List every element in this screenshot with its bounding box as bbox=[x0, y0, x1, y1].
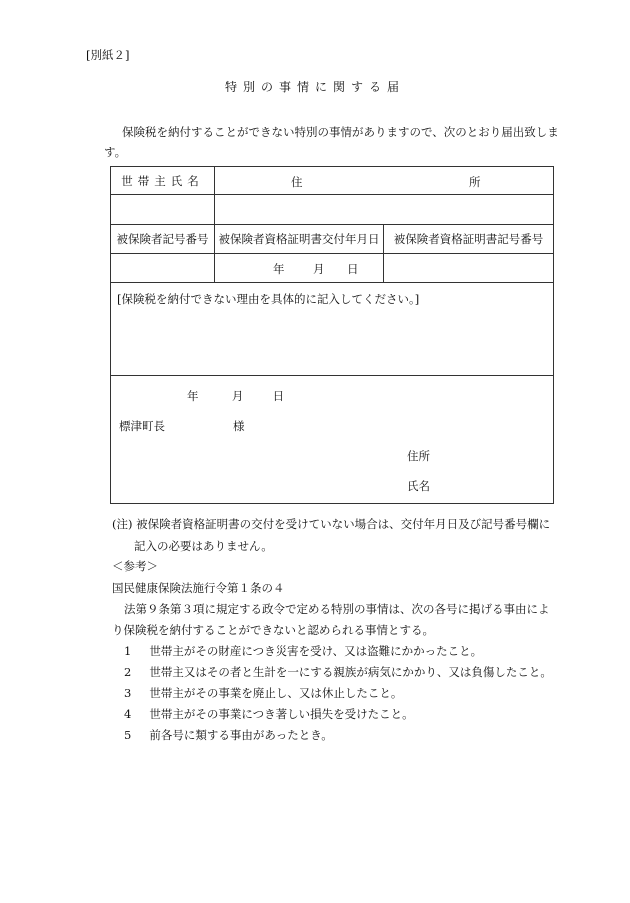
list-item-number: 1 bbox=[124, 644, 132, 658]
submission-date[interactable] bbox=[187, 388, 284, 404]
submission-year: 年 bbox=[187, 389, 199, 403]
list-item-text: 前各号に類する事由があったとき。 bbox=[149, 728, 333, 742]
signature-section bbox=[111, 376, 554, 504]
header-household-name bbox=[111, 167, 215, 195]
notification-form-table bbox=[110, 166, 554, 504]
reference-heading: ＜参考＞ bbox=[112, 559, 158, 573]
list-item bbox=[124, 664, 552, 680]
submission-month: 月 bbox=[231, 389, 244, 403]
applicant-name-label: 氏名 bbox=[407, 479, 430, 493]
cert-number-field[interactable] bbox=[384, 254, 554, 283]
intro-line-1: 保険税を納付することができない特別の事情がありますので、次のとおり届出致しま bbox=[122, 125, 559, 139]
issue-date-field[interactable] bbox=[215, 254, 384, 283]
list-item-text: 世帯主がその事業につき著しい損失を受けたこと。 bbox=[149, 707, 414, 721]
header-household-name-label: 世帯主氏名 bbox=[121, 173, 204, 188]
list-item-number: 5 bbox=[124, 728, 132, 742]
header-insured-number: 被保険者記号番号 bbox=[111, 225, 215, 254]
addressee-mayor: 標津町長 bbox=[119, 419, 165, 433]
addressee-honorific: 様 bbox=[233, 419, 245, 433]
header-issue-date: 被保険者資格証明書交付年月日 bbox=[215, 225, 384, 254]
list-item bbox=[124, 685, 402, 701]
list-item-text: 世帯主がその財産につき災害を受け、又は盗難にかかったこと。 bbox=[149, 644, 483, 658]
list-item-number: 2 bbox=[124, 665, 132, 679]
list-item bbox=[124, 706, 414, 722]
header-address-char-1: 住 bbox=[291, 175, 303, 189]
header-address-char-2: 所 bbox=[469, 175, 481, 189]
list-item-text: 世帯主がその事業を廃止し、又は休止したこと。 bbox=[149, 686, 403, 700]
attachment-label: [別紙２] bbox=[86, 48, 130, 62]
reason-prompt: [保険税を納付できない理由を具体的に記入してください。] bbox=[117, 292, 420, 306]
reference-law-title: 国民健康保険法施行令第１条の４ bbox=[112, 581, 285, 595]
reference-body-line-2: り保険税を納付することができないと認められる事情とする。 bbox=[112, 623, 434, 637]
header-address bbox=[215, 167, 554, 195]
address-field[interactable] bbox=[215, 195, 554, 225]
document-title: 特別の事情に関する届 bbox=[224, 80, 405, 94]
submission-day: 日 bbox=[272, 389, 285, 403]
insured-number-field[interactable] bbox=[111, 254, 215, 283]
reference-body-line-1: 法第９条第３項に規定する政令で定める特別の事情は、次の各号に掲げる事由によ bbox=[124, 602, 550, 616]
reason-field[interactable] bbox=[111, 283, 554, 376]
list-item bbox=[124, 727, 333, 743]
list-item bbox=[124, 643, 482, 659]
intro-line-2: す。 bbox=[104, 145, 127, 159]
household-name-field[interactable] bbox=[111, 195, 215, 225]
note-line-2: 記入の必要はありません。 bbox=[134, 539, 273, 553]
applicant-address-label: 住所 bbox=[407, 449, 430, 463]
issue-date-year: 年 bbox=[273, 262, 285, 276]
list-item-text: 世帯主又はその者と生計を一にする親族が病気にかかり、又は負傷したこと。 bbox=[149, 665, 552, 679]
issue-date-day: 日 bbox=[347, 262, 359, 276]
list-item-number: 4 bbox=[124, 707, 132, 721]
issue-date-month: 月 bbox=[313, 262, 325, 276]
header-cert-number: 被保険者資格証明書記号番号 bbox=[384, 225, 554, 254]
note-line-1: (注) 被保険者資格証明書の交付を受けていない場合は、交付年月日及び記号番号欄に bbox=[112, 517, 551, 531]
list-item-number: 3 bbox=[124, 686, 132, 700]
